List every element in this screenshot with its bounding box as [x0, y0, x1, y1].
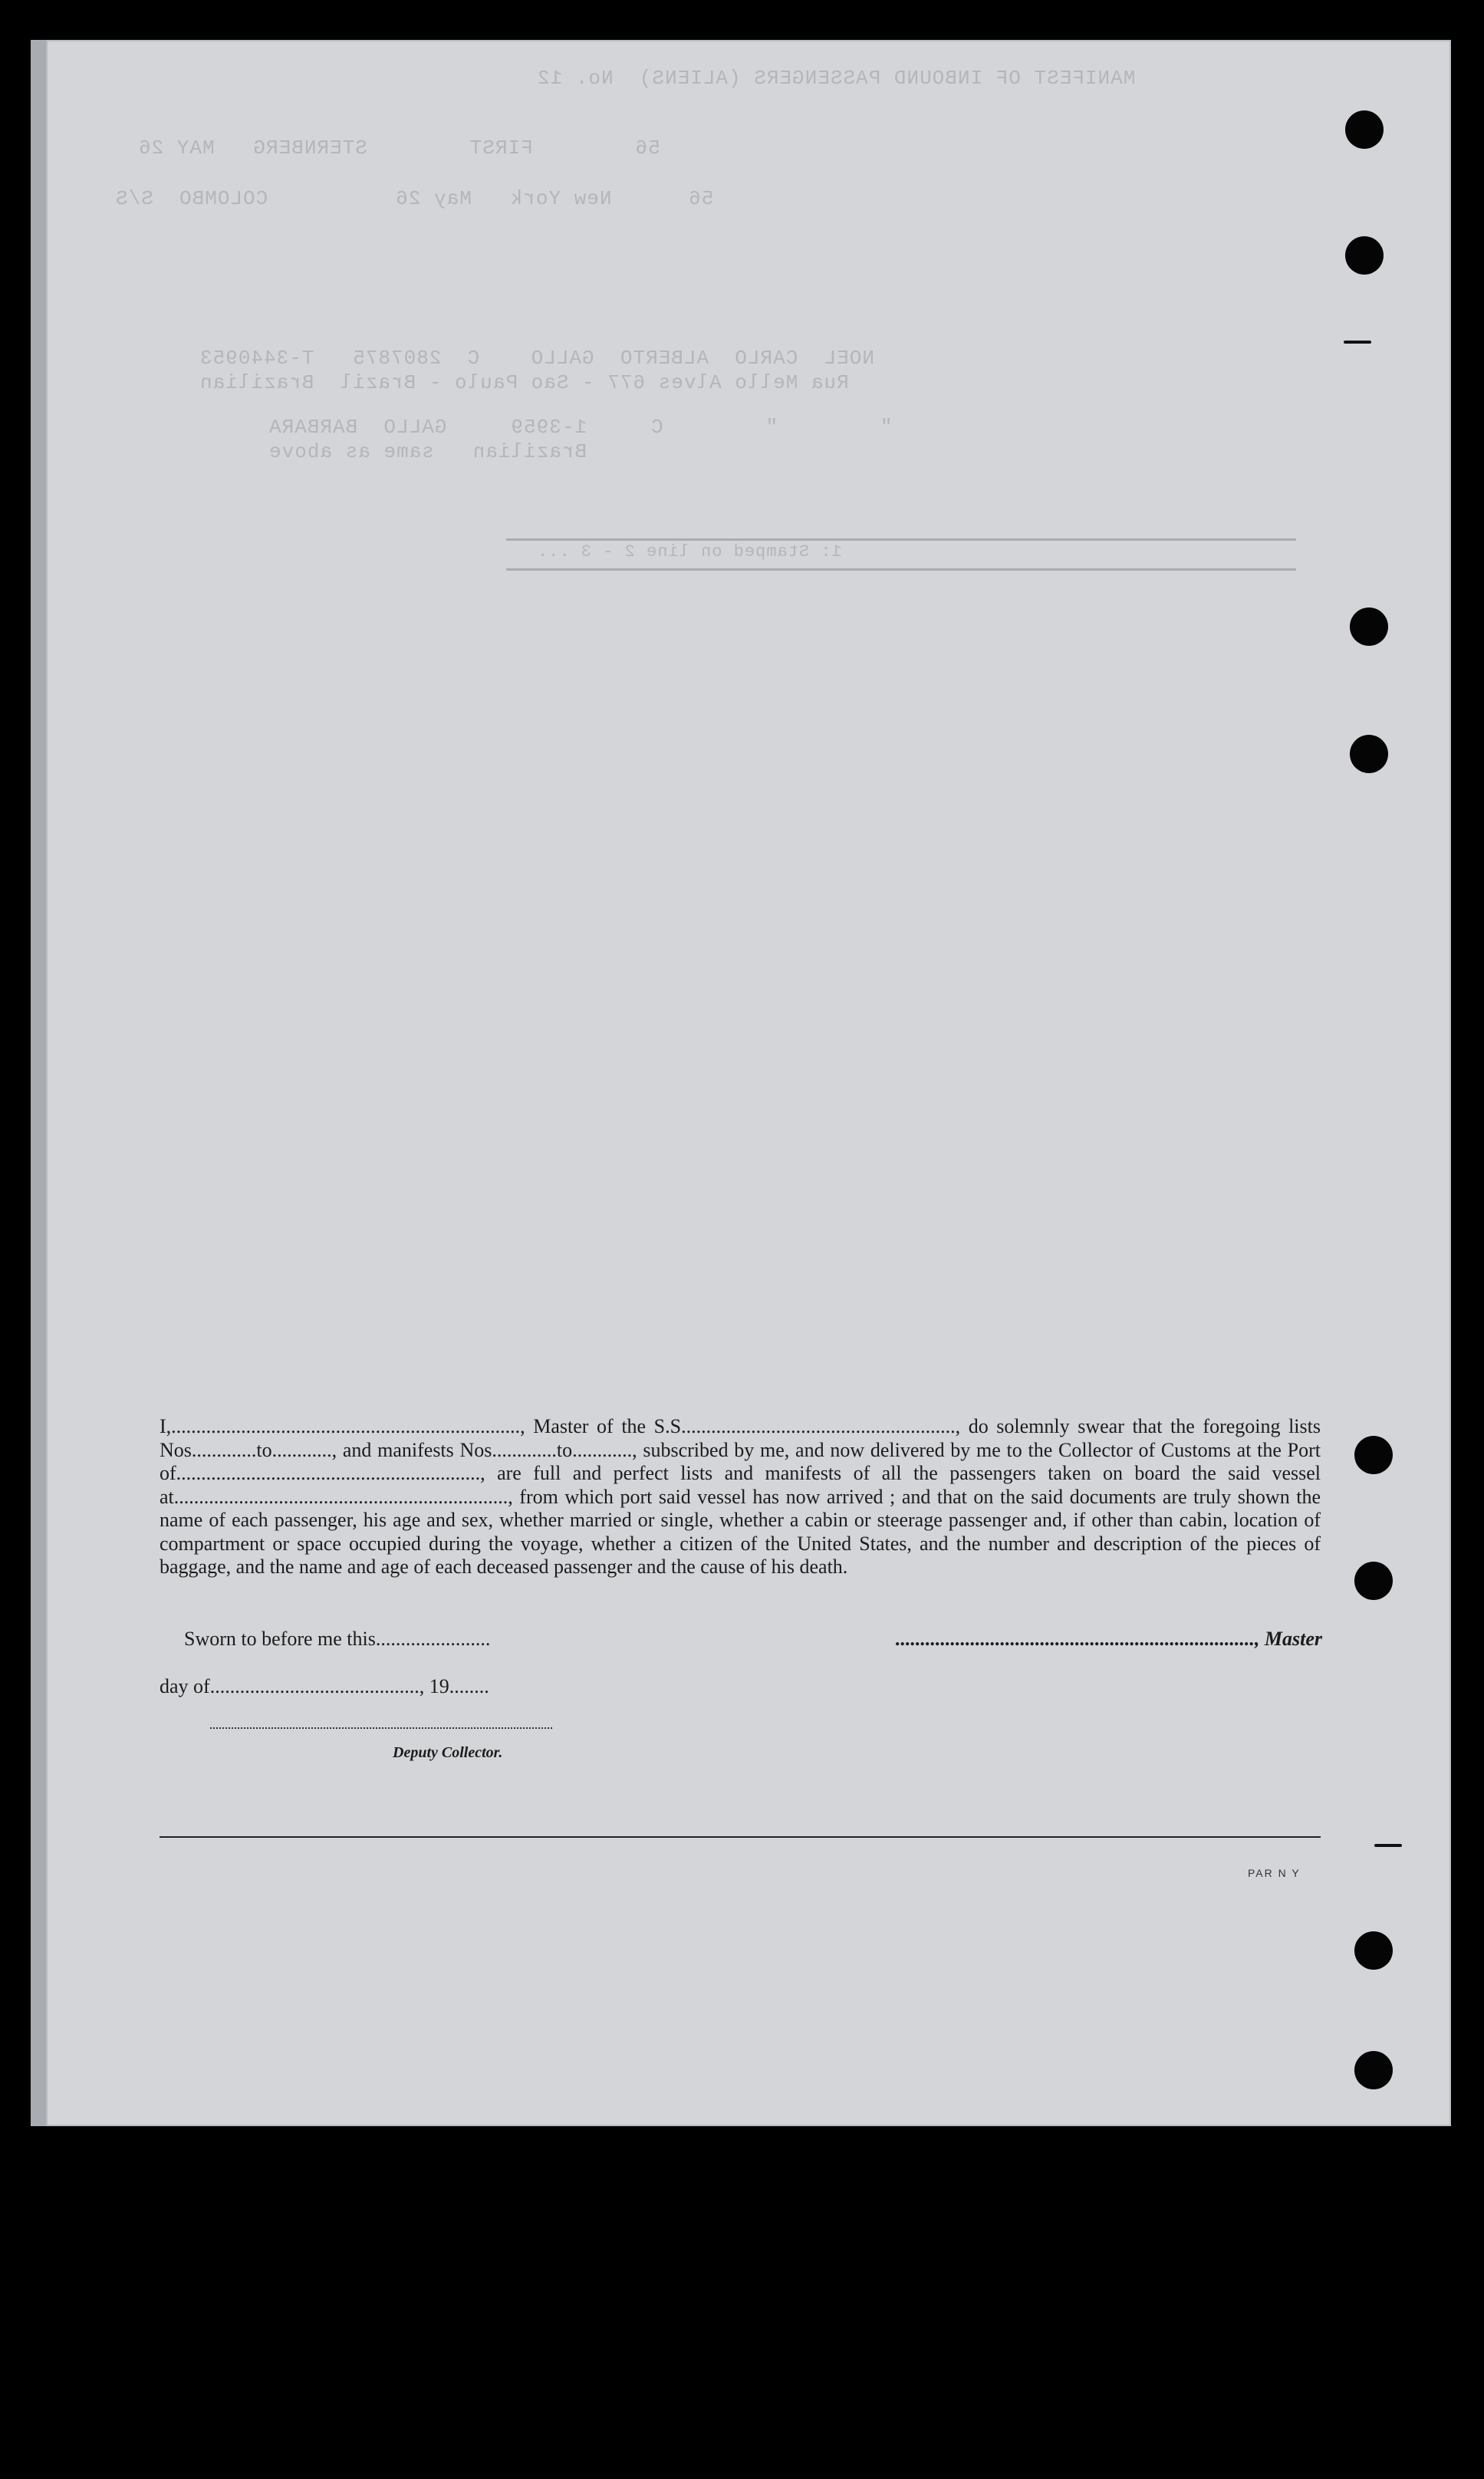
bottom-rule — [160, 1836, 1321, 1838]
ghost-line-3: 56 New York May 26 COLOMBO S/S — [115, 187, 714, 210]
edge-mark — [1374, 1844, 1402, 1847]
printer-mark: PAR N Y — [1248, 1867, 1301, 1879]
edge-mark — [1344, 341, 1371, 344]
deputy-collector-label: Deputy Collector. — [393, 1744, 503, 1761]
binder-hole — [1354, 1436, 1393, 1474]
binder-hole — [1354, 1931, 1393, 1970]
ghost-line-1: MANIFEST OF INBOUND PASSENGERS (ALIENS) No. 12 — [537, 67, 1136, 90]
binder-hole — [1350, 735, 1388, 773]
ghost-line-7: Brazilian same as above — [268, 440, 587, 463]
binder-hole — [1354, 1562, 1393, 1600]
master-oath — [160, 1415, 1321, 1579]
ghost-line-8: 1: Stamped on line 2 - 3 ... — [537, 542, 842, 561]
manifest-page — [46, 40, 1451, 2126]
binder-hole — [1350, 607, 1388, 646]
binder-hole — [1354, 2051, 1393, 2089]
day-of-line: day of.........................................., 19........ — [160, 1675, 489, 1697]
binder-hole — [1345, 110, 1384, 149]
ghost-line-2: 56 FIRST STERNBERG MAY 26 — [138, 137, 660, 160]
ghost-line-4: NOEL CARLO ALBERTO GALLO C 2807875 T-3440953 — [199, 347, 874, 370]
ghost-stamp-box — [506, 538, 1296, 571]
master-signature-line: ........................................................................, Master — [895, 1628, 1322, 1650]
sworn-before-line: Sworn to before me this....................... — [184, 1628, 491, 1650]
ghost-line-6: " " C 1-3959 GALLO BARBARA — [268, 416, 893, 439]
oath-paragraph: I,......................................................................, Master of the S.S......................................................., do solemnly swear that the foregoing lists Nos.............to............, and manifests Nos.............to............, subscribed by me, and now delivered by me to the Collector of Customs at the Port of............................................................., are full and perfect lists and manifests of all the passengers taken on board the said vessel at..................................................................., from which port said vessel has now arrived ; and that on the said documents are truly shown the name of each passenger, his age and sex, whether married or single, whether a cabin or steerage passenger and, if other than cabin, location of compartment or space occupied during the voyage, whether a citizen of the United States, and the number and description of the pieces of baggage, and the name and age of each deceased passenger and the cause of his death. — [160, 1415, 1321, 1578]
deputy-signature-line — [210, 1724, 552, 1729]
binder-hole — [1345, 236, 1384, 275]
left-edge-strip — [31, 40, 48, 2126]
ghost-line-5: Rua Mello Alves 677 - Sao Paulo - Brazil Brazilian — [199, 371, 849, 394]
